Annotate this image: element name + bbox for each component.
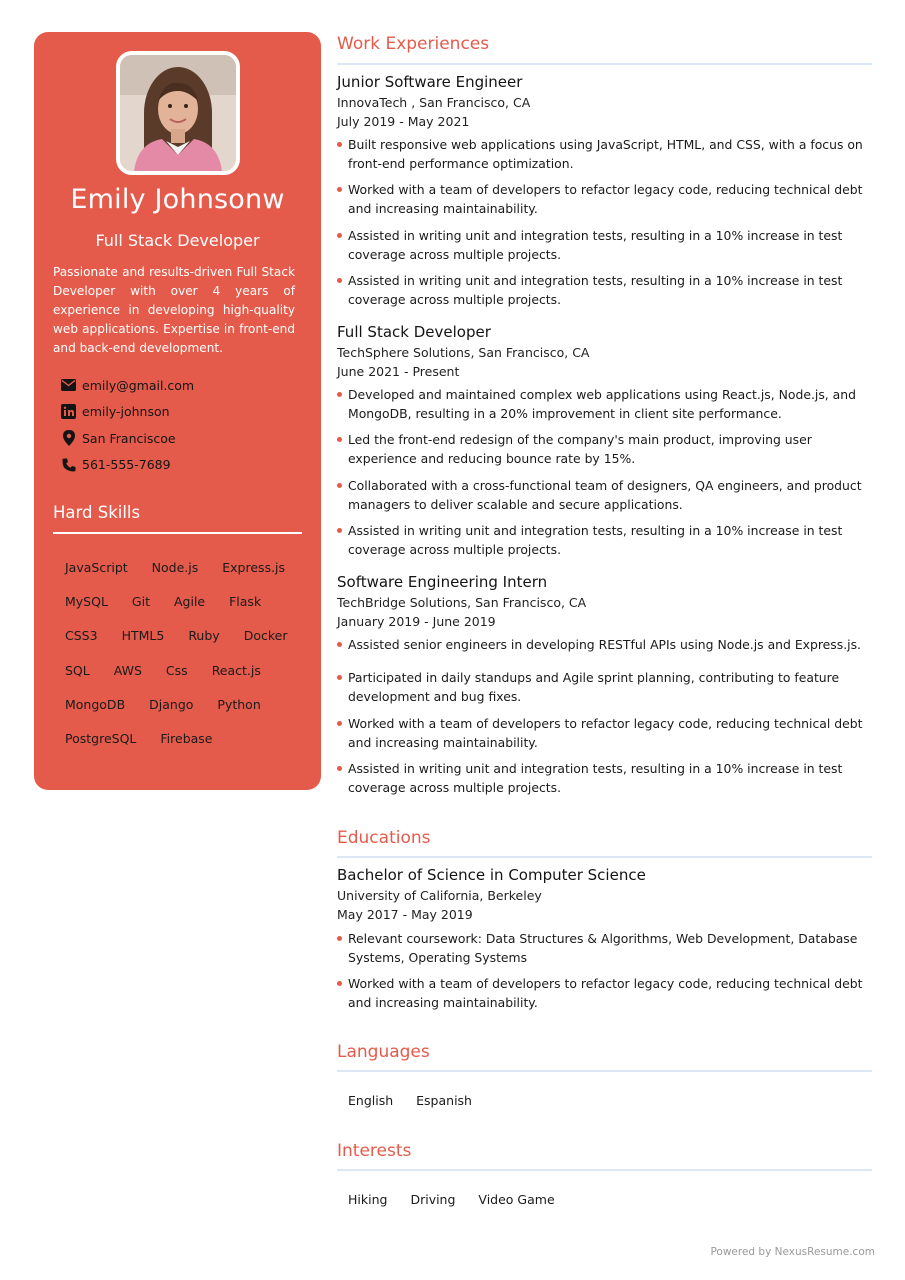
contact-phone[interactable] <box>61 452 194 479</box>
interest-item: Hiking <box>348 1192 388 1207</box>
bullet-dot <box>337 528 342 533</box>
job-title: Junior Software Engineer <box>337 73 523 91</box>
bullet-item: Participated in daily standups and Agile sprint planning, contributing to feature development and bug fixes. <box>337 668 872 706</box>
interest-item: Driving <box>410 1192 456 1207</box>
job-title: Software Engineering Intern <box>337 573 548 591</box>
skill-tag: Node.js <box>151 559 199 575</box>
powered-by-label: Powered by <box>710 1246 772 1258</box>
school-name: University of California, Berkeley <box>337 888 542 903</box>
contact-phone-text: 561-555-7689 <box>82 457 171 473</box>
skill-tag: Ruby <box>188 628 220 644</box>
bullet-dot <box>337 278 342 283</box>
bullet-dot <box>337 766 342 771</box>
degree-title: Bachelor of Science in Computer Science <box>337 866 646 884</box>
skills-divider <box>53 532 302 534</box>
education-entry <box>337 866 872 922</box>
bullet-item: Assisted senior engineers in developing RESTful APIs using Node.js and Express.js. <box>337 635 872 654</box>
profile-photo <box>116 51 240 175</box>
interests-list <box>348 1192 555 1207</box>
education-dates: May 2017 - May 2019 <box>337 907 473 922</box>
skill-tag: MySQL <box>65 593 108 609</box>
bullet-dot <box>337 233 342 238</box>
job-dates: January 2019 - June 2019 <box>337 614 496 629</box>
skill-tag: CSS3 <box>65 628 98 644</box>
skill-tag: MongoDB <box>65 696 126 712</box>
contact-linkedin[interactable] <box>61 399 194 426</box>
bullet-item: Developed and maintained complex web applications using React.js, Node.js, and MongoDB, resulting in a 20% improvement in client site performance. <box>337 385 872 423</box>
job-company: InnovaTech , San Francisco, CA <box>337 95 531 110</box>
education-heading: Educations <box>337 828 431 848</box>
bullet-dot <box>337 142 342 147</box>
bullet-item: Assisted in writing unit and integration tests, resulting in a 10% increase in test coverage across multiple projects. <box>337 759 872 797</box>
contact-email[interactable] <box>61 372 194 399</box>
interests-heading: Interests <box>337 1141 412 1161</box>
profile-name: Emily Johnsonw <box>70 184 285 215</box>
skills-heading: Hard Skills <box>53 503 141 522</box>
mail-icon <box>61 378 76 393</box>
skill-tag: Css <box>165 662 188 678</box>
contact-location <box>61 425 194 452</box>
avatar <box>120 55 236 171</box>
bullet-dot <box>337 187 342 192</box>
bullet-item: Collaborated with a cross-functional team of designers, QA engineers, and product managers to deliver scalable and secure applications. <box>337 476 872 514</box>
bullet-dot <box>337 642 342 647</box>
bullet-item: Worked with a team of developers to refactor legacy code, reducing technical debt and increasing maintainability. <box>337 974 872 1012</box>
job-entry <box>337 323 872 379</box>
languages-list <box>348 1093 472 1108</box>
brand-link[interactable]: NexusResume.com <box>774 1246 875 1258</box>
section-divider <box>337 1070 872 1072</box>
bullet-item: Assisted in writing unit and integration tests, resulting in a 10% increase in test coverage across multiple projects. <box>337 521 872 559</box>
bullet-item: Assisted in writing unit and integration tests, resulting in a 10% increase in test coverage across multiple projects. <box>337 226 872 264</box>
skill-tag: Git <box>131 593 150 609</box>
skill-tag: JavaScript <box>65 559 128 575</box>
skill-tag: AWS <box>113 662 142 678</box>
profile-summary: Passionate and results-driven Full Stack Developer with over 4 years of experience in developing high-quality web applications. Expertise in front-end and back-end development. <box>53 265 295 355</box>
bullet-dot <box>337 721 342 726</box>
job-entry <box>337 573 872 629</box>
bullet-dot <box>337 483 342 488</box>
bullet-dot <box>337 437 342 442</box>
work-heading: Work Experiences <box>337 34 490 54</box>
section-divider <box>337 63 872 65</box>
bullet-item: Built responsive web applications using JavaScript, HTML, and CSS, with a focus on front-end performance optimization. <box>337 135 872 173</box>
skill-tag: Flask <box>229 593 262 609</box>
contact-location-text: San Franciscoe <box>82 430 176 446</box>
profile-sidebar <box>34 32 321 790</box>
job-company: TechBridge Solutions, San Francisco, CA <box>337 595 587 610</box>
job-title: Full Stack Developer <box>337 323 491 341</box>
job-dates: June 2021 - Present <box>337 364 460 379</box>
section-divider <box>337 856 872 858</box>
languages-heading: Languages <box>337 1042 430 1062</box>
location-pin-icon <box>61 431 76 446</box>
language-item: Espanish <box>416 1093 472 1108</box>
skill-row <box>53 721 303 755</box>
skill-tag: React.js <box>211 662 261 678</box>
bullet-item: Relevant coursework: Data Structures & Algorithms, Web Development, Database Systems, Operating Systems <box>337 929 872 967</box>
contact-email-text: emily@gmail.com <box>82 377 195 393</box>
contact-list <box>61 372 194 478</box>
bullet-item: Worked with a team of developers to refactor legacy code, reducing technical debt and increasing maintainability. <box>337 714 872 752</box>
job-entry <box>337 73 872 129</box>
bullet-dot <box>337 675 342 680</box>
skill-tag: Python <box>217 696 261 712</box>
phone-icon <box>61 457 76 472</box>
skill-tag: Agile <box>173 593 206 609</box>
bullet-dot <box>337 981 342 986</box>
linkedin-icon <box>61 404 76 419</box>
skill-tag: HTML5 <box>121 628 165 644</box>
skill-tag: SQL <box>65 662 90 678</box>
section-divider <box>337 1169 872 1171</box>
bullet-item: Worked with a team of developers to refactor legacy code, reducing technical debt and increasing maintainability. <box>337 180 872 218</box>
skill-row <box>53 619 303 653</box>
powered-by-footer[interactable] <box>710 1246 875 1258</box>
skill-tag: Express.js <box>222 559 286 575</box>
skill-row <box>53 584 303 618</box>
job-company: TechSphere Solutions, San Francisco, CA <box>337 345 590 360</box>
skill-tag: PostgreSQL <box>65 731 137 747</box>
skill-row <box>53 687 303 721</box>
bullet-dot <box>337 936 342 941</box>
interest-item: Video Game <box>478 1192 555 1207</box>
skill-row <box>53 550 303 584</box>
skills-list <box>53 550 303 756</box>
bullet-dot <box>337 392 342 397</box>
skill-tag: Django <box>149 696 194 712</box>
bullet-item: Led the front-end redesign of the company's main product, improving user experience and reducing bounce rate by 15%. <box>337 430 872 468</box>
skill-row <box>53 653 303 687</box>
profile-role: Full Stack Developer <box>95 231 260 250</box>
skill-tag: Firebase <box>160 731 213 747</box>
contact-linkedin-text: emily-johnson <box>82 404 170 420</box>
skill-tag: Docker <box>243 628 288 644</box>
job-dates: July 2019 - May 2021 <box>337 114 470 129</box>
language-item: English <box>348 1093 394 1108</box>
bullet-item: Assisted in writing unit and integration tests, resulting in a 10% increase in test coverage across multiple projects. <box>337 271 872 309</box>
